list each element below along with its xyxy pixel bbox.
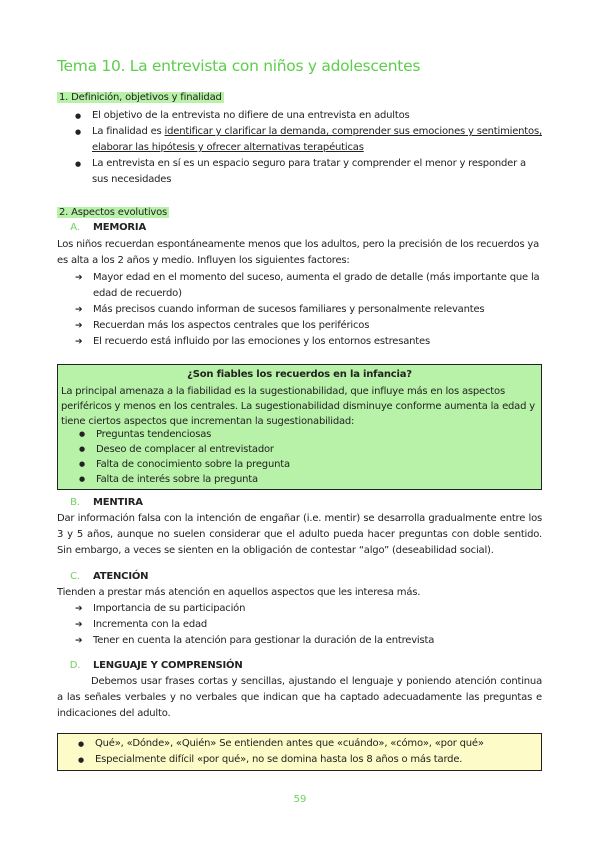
box-list: [79, 427, 519, 487]
memoria-paragraph: Los niños recuerdan espontáneamente menos que los adultos, pero la precisión de los recuerdos ya es alta a los 2 años y medio. Influyen los siguientes factores:: [57, 239, 540, 266]
subsection-memoria-heading: A. MEMORIA: [70, 222, 146, 233]
list-item: ● La entrevista en sí es un espacio seguro para tratar y comprender el menor y responder a sus necesidades: [75, 156, 542, 188]
subsection-mentira-heading: B. MENTIRA: [70, 497, 143, 508]
list-item: ● Especialmente difícil «por qué», no se domina hasta los 8 años o más tarde.: [78, 752, 528, 768]
lenguaje-paragraph: Debemos usar frases cortas y sencillas, ajustando el lenguaje y poniendo atención continua a las señales verbales y no verbales que indican que ha captado adecuadamente las preguntas e indicaciones del adulto.: [57, 676, 542, 719]
memory-reliability-box: [57, 364, 542, 490]
list-item: ● Preguntas tendenciosas: [79, 427, 519, 442]
list-item: ● Falta de interés sobre la pregunta: [79, 472, 519, 487]
subsection-atencion-heading: C. ATENCIÓN: [70, 571, 149, 582]
list-item: ● Falta de conocimiento sobre la pregunta: [79, 457, 519, 472]
page-number: 59: [293, 794, 307, 805]
box-title: ¿Son fiables los recuerdos en la infancia?: [187, 369, 412, 380]
list-item: ● La finalidad es identificar y clarificar la demanda, comprender sus emociones y sentimientos, elaborar las hipótesis y ofrecer alternativas terapéuticas: [75, 124, 542, 156]
list-item: ● El objetivo de la entrevista no difiere de una entrevista en adultos: [75, 108, 542, 124]
underlined-text: identificar y clarificar la demanda, comprender sus emociones y sentimientos, elaborar las hipótesis y ofrecer alternativas terapéuticas: [92, 126, 542, 153]
memoria-factors-list: [75, 270, 542, 350]
list-item: ➔ Mayor edad en el momento del suceso, aumenta el grado de detalle (más importante que la edad de recuerdo): [75, 270, 542, 302]
subsection-lenguaje-heading: D. LENGUAJE Y COMPRENSIÓN: [69, 660, 243, 671]
list-item: ● Qué», «Dónde», «Quién» Se entienden antes que «cuándo», «cómo», «por qué»: [78, 736, 528, 752]
lenguaje-note-box: [57, 733, 542, 771]
mentira-paragraph: Dar información falsa con la intención de engañar (i.e. mentir) se desarrolla gradualmente entre los 3 y 5 años, aunque no suelen considerar que el adulto pueda hacer preguntas con doble sentido. Sin embargo, a veces se sienten en la obligación de contestar “algo” (deseabilidad social).: [57, 513, 542, 556]
list-item: ➔ Más precisos cuando informan de sucesos familiares y personalmente relevantes: [75, 302, 542, 318]
atencion-list: [75, 601, 542, 649]
list-item: ➔ Tener en cuenta la atención para gestionar la duración de la entrevista: [75, 633, 542, 649]
list-item: ➔ Importancia de su participación: [75, 601, 542, 617]
box-paragraph: La principal amenaza a la fiabilidad es la sugestionabilidad, que influye más en los aspectos periféricos y menos en los centrales. La sugestionabilidad disminuye conforme aumenta la edad y tiene ciertos aspectos que incrementan la sugestionabilidad:: [61, 386, 535, 427]
list-item: ➔ Recuerdan más los aspectos centrales que los periféricos: [75, 318, 542, 334]
list-item: ➔ El recuerdo está influido por las emociones y los entornos estresantes: [75, 334, 542, 350]
section-2-heading: 2. Aspectos evolutivos: [59, 207, 168, 218]
atencion-paragraph: Tienden a prestar más atención en aquellos aspectos que les interesa más.: [57, 587, 421, 598]
page-title: Tema 10. La entrevista con niños y adolescentes: [57, 57, 421, 75]
list-item: ● Deseo de complacer al entrevistador: [79, 442, 519, 457]
list-item: ➔ Incrementa con la edad: [75, 617, 542, 633]
section-1-list: [75, 108, 542, 188]
section-1-heading: 1. Definición, objetivos y finalidad: [59, 92, 222, 103]
note-list: [78, 736, 528, 768]
